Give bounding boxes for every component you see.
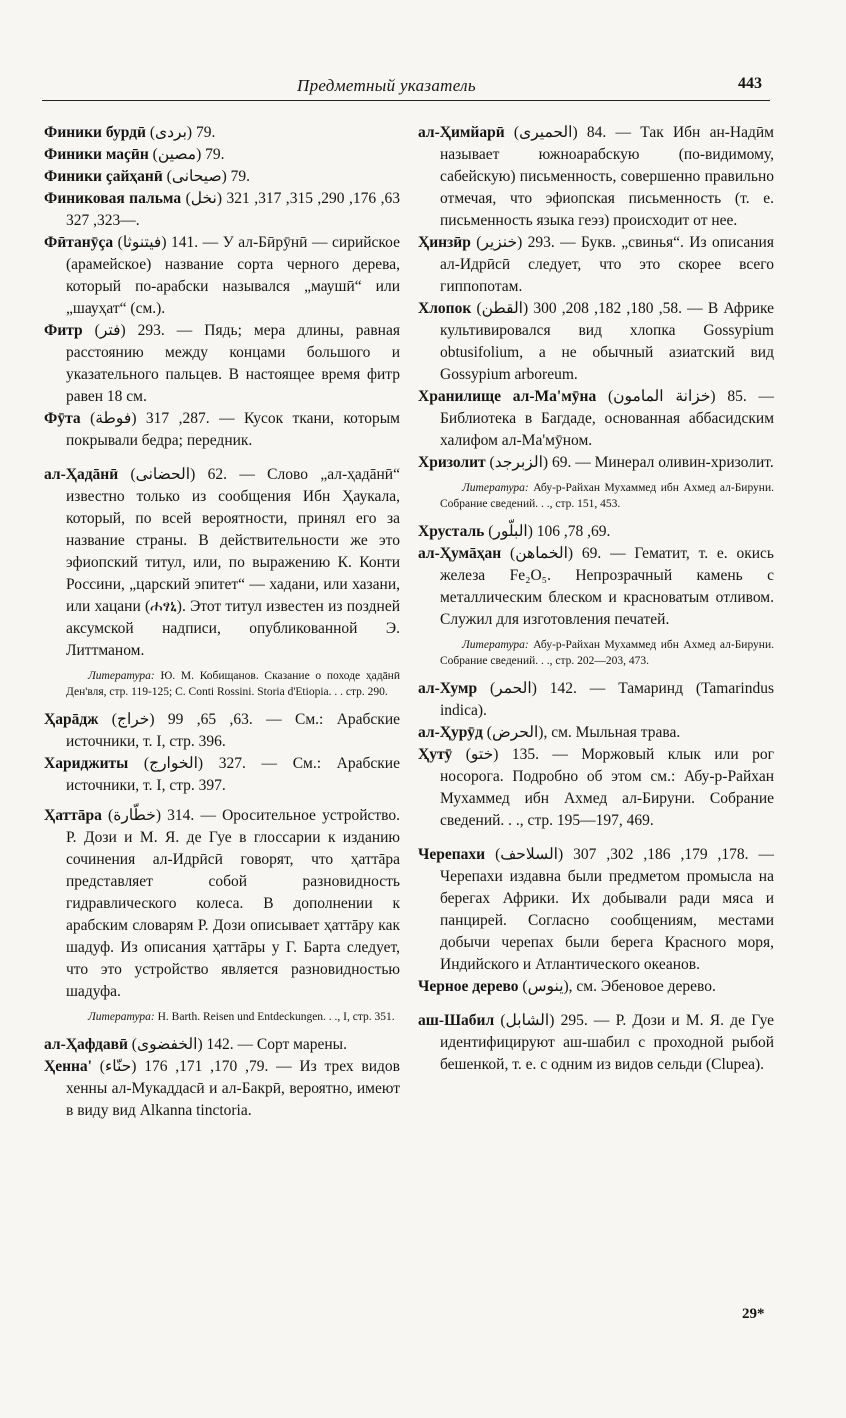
entry-term: Финиковая пальма — [44, 190, 182, 207]
literature-text: Абу-р-Райхан Мухаммед ибн Ахмед ал-Бируни. Собрание сведений. . ., стр. 202—203, 473. — [440, 639, 774, 667]
index-entry — [44, 122, 400, 144]
entry-text: (البلّور) 69, 78, 106. — [484, 523, 611, 540]
literature-text: Ю. М. Кобищанов. Сказание о походе ҳадāнӣ Ден'вля, стр. 119-125; C. Conti Rossini. Storia d'Etiopia. . . стр. 290. — [66, 670, 400, 698]
entry-text: (خنزير) 293. — Букв. „свинья“. Из описания ал-Идрӣсӣ следует, что это скорее всего гиппопотам. — [440, 234, 774, 295]
entry-term: Ҳарāдж — [44, 711, 99, 728]
entry-term: ал-Ҳумāҳан — [418, 545, 502, 562]
index-entry — [418, 543, 774, 631]
entry-text: (حنّاء) 79, 170, 171, 176. — Из трех видов хенны ал-Мукаддасӣ и ал-Бакрӣ, вероятно, имеют в виду вид Alkanna tinctoria. — [66, 1058, 401, 1119]
literature-label: Литература: — [462, 482, 529, 494]
entry-text: (خراج) 63, 65, 99. — См.: Арабские источники, т. I, стр. 396. — [66, 711, 401, 750]
entry-term: Хлопок — [418, 300, 472, 317]
entry-text: (القطن) 58, 180, 182, 208, 300. — В Африке культивировался вид хлопка Gossypium obtusifolium, а не обычный азиатский вид Gossypium arboreum. — [440, 300, 775, 383]
entry-text: (ينوس), см. Эбеновое дерево. — [518, 978, 716, 995]
spacer — [418, 832, 774, 844]
entry-text: (ختو) 135. — Моржовый клык или рог носорога. Подробно об этом см.: Абу-р-Райхан Мухаммед ибн Ахмед ал-Бируни. Собрание сведений. . ., стр. 195—197, 469. — [440, 746, 775, 829]
entry-term: ал-Ҳимйарӣ — [418, 124, 505, 141]
entry-term: Хранилище ал-Ма'мӯна — [418, 388, 597, 405]
entry-text: (الحرض), см. Мыльная трава. — [482, 724, 681, 741]
index-entry — [418, 298, 774, 386]
index-entry — [418, 722, 774, 744]
entry-text: (فتر) 293. — Пядь; мера длины, равная расстоянию между концами большого и указательного пальцев. В настоящее время фитр равен 18 см. — [66, 322, 400, 405]
entry-term: ал-Ҳафдавӣ — [44, 1036, 128, 1053]
literature-note — [44, 1009, 400, 1025]
entry-text: (فيتنوثا) 141. — У ал-Бӣрӯнӣ — сирийское (арамейское) название сорта черного дерева, который по-арабски назывался „маушӣ“ или „шауҳат“ (см.). — [66, 234, 400, 317]
index-entry — [418, 678, 774, 722]
entry-term: Фитр — [44, 322, 83, 339]
index-entry — [418, 744, 774, 832]
entry-text: (خزانة المامون) 85. — Библиотека в Багдаде, основанная аббасидским халифом ал-Ма'мӯном. — [440, 388, 774, 449]
entry-text: (الحمر) 142. — Тамаринд (Tamarindus indica). — [440, 680, 774, 719]
running-header — [42, 70, 770, 101]
literature-note — [44, 668, 400, 700]
left-column — [44, 122, 400, 1122]
index-entry — [44, 188, 400, 232]
spacer — [44, 797, 400, 805]
entry-text: (السلاحف) 178, 179, 186, 302, 307. — Черепахи издавна были предметом промысла на берегах Африки. Их добывали ради мяса и панцирей. Согласно сообщениям, местами добычи черепах были берега Красного моря, Индийского и Атлантического океанов. — [440, 846, 774, 973]
index-entry — [44, 753, 400, 797]
entry-term: Хризолит — [418, 454, 486, 471]
literature-label: Литература: — [462, 639, 529, 651]
header-title: Предметный указатель — [297, 76, 476, 95]
page-number: 443 — [738, 75, 762, 92]
signature-mark: 29* — [742, 1306, 765, 1322]
entry-term: аш-Шабил — [418, 1012, 495, 1029]
index-entry — [44, 320, 400, 408]
entry-term: Фӣтанӯҫа — [44, 234, 114, 251]
index-entry — [44, 144, 400, 166]
entry-text: (صيحانى) 79. — [162, 168, 251, 185]
entry-text: (بردى) 79. — [145, 124, 216, 141]
entry-term: Черное дерево — [418, 978, 519, 995]
entry-term: Черепахи — [418, 846, 486, 863]
entry-term: ал-Ҳадāнӣ — [44, 466, 119, 483]
index-entry — [418, 1010, 774, 1076]
index-entry — [44, 805, 400, 1003]
entry-term: Ҳенна' — [44, 1058, 92, 1075]
entry-text: (فوطة) 287, 317. — Кусок ткани, которым покрывали бедра; передник. — [66, 410, 400, 449]
index-entry — [418, 232, 774, 298]
spacer — [44, 452, 400, 464]
index-entry — [418, 844, 774, 976]
entry-term: Хариджиты — [44, 755, 129, 772]
index-entry — [418, 386, 774, 452]
entry-text: (مصين) 79. — [148, 146, 225, 163]
literature-label: Литература: — [88, 670, 155, 682]
spacer — [418, 998, 774, 1010]
index-entry — [44, 1056, 400, 1122]
entry-term: Ҳинзӣр — [418, 234, 471, 251]
index-entry — [418, 452, 774, 474]
index-entry — [44, 166, 400, 188]
entry-term: Хрусталь — [418, 523, 485, 540]
right-column — [418, 122, 774, 1076]
entry-term: Финики маҫӣн — [44, 146, 149, 163]
entry-term: Фӯта — [44, 410, 81, 427]
entry-text: (الشابل) 295. — Р. Дози и М. Я. де Гуе идентифицируют аш-шабил с проходной рыбой бешенкой, т. е. с одним из видов сельди (Clupea). — [440, 1012, 774, 1073]
index-entry — [418, 976, 774, 998]
entry-term: Финики ҫайҳанӣ — [44, 168, 163, 185]
entry-term: Ҳаттāра — [44, 807, 102, 824]
literature-label: Литература: — [88, 1011, 155, 1023]
literature-note — [418, 480, 774, 512]
entry-text: (الزبرجد) 69. — Минерал оливин-хризолит. — [485, 454, 774, 471]
literature-text: H. Barth. Reisen und Entdeckungen. . ., I, стр. 351. — [154, 1011, 395, 1023]
index-entry — [44, 232, 400, 320]
entry-text: (الخوارج) 327. — См.: Арабские источники, т. I, стр. 397. — [66, 755, 400, 794]
entry-term: Ҳутӯ — [418, 746, 453, 763]
entry-text: (الخماهن) 69. — Гематит, т. е. окись железа Fe₂O₅. Непрозрачный камень с металлическим блеском и красноватым отливом. Служил для изготовления печатей. — [440, 545, 774, 628]
entry-text: (الحضانى) 62. — Слово „ал-ҳадāнӣ“ известно только из сообщения Ибн Ҳаукала, который, по всей вероятности, принял его за название страны. В действительности же это эфиопский титул, или, по выражению К. Конти Россини, „царский эпитет“ — хадани, или хазани, или хацани (ሐፃኒ). Этот титул известен из поздней аксумской надписи, опубликованной Э. Литтманом. — [66, 466, 400, 659]
entry-term: Финики бурдӣ — [44, 124, 146, 141]
index-entry — [44, 408, 400, 452]
entry-text: (نخل) 63, 176, 290, 315, 317, 321—323, 327. — [66, 190, 401, 229]
literature-note — [418, 637, 774, 669]
entry-text: (الحميرى) 84. — Так Ибн ан-Надӣм называет южноарабскую (по-видимому, сабейскую) письменность, совершенно правильно отмечая, что эфиопская письменность (т. е. письменность языка геэз) происходит от нее. — [440, 124, 774, 229]
index-entry — [44, 1034, 400, 1056]
index-entry — [44, 464, 400, 662]
literature-text: Абу-р-Райхан Мухаммед ибн Ахмед ал-Бируни. Собрание сведений. . ., стр. 151, 453. — [440, 482, 774, 510]
index-entry — [418, 521, 774, 543]
entry-text: (خطّارة) 314. — Оросительное устройство. Р. Дози и М. Я. де Гуе в глоссарии к изданию сочинения ал-Идрӣсӣ говорят, что ҳаттāра представляет собой разновидность гидравлического колеса. В дополнении к арабским словарям Р. Дози описывает ҳаттāру как шадуф. Из описания ҳаттāры у Г. Барта следует, что это устройство является разновидностью шадуфа. — [66, 807, 400, 1000]
entry-text: (الخفضوى) 142. — Сорт марены. — [127, 1036, 347, 1053]
index-entry — [44, 709, 400, 753]
index-entry — [418, 122, 774, 232]
entry-term: ал-Ҳурӯд — [418, 724, 483, 741]
entry-term: ал-Хумр — [418, 680, 478, 697]
